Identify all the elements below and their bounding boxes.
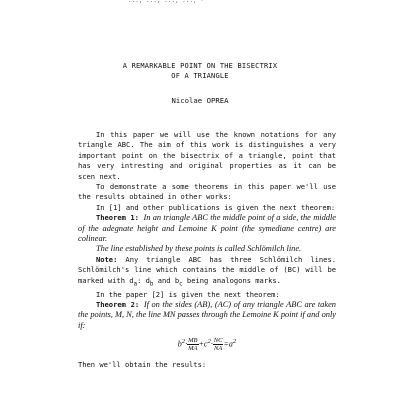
formula-rhs: =a <box>223 339 233 349</box>
note-subscript-b: b <box>149 281 154 288</box>
formula-exp-2: 2 <box>207 338 211 346</box>
theorem-2-formula <box>78 337 336 352</box>
formula-fraction-1 <box>187 337 198 352</box>
formula-exp-1: 2 <box>181 338 186 346</box>
formula-plus: +c <box>198 339 208 349</box>
theorem-1 <box>78 213 336 244</box>
note-subscript-a: a <box>133 281 138 288</box>
paper-body <box>78 130 336 371</box>
formula-f2-den: NA <box>213 345 223 353</box>
note-label: Note: <box>96 254 118 264</box>
cropped-header-fragment: ..., ..., ..., ..., · <box>128 0 204 4</box>
formula-dot: · <box>185 339 188 349</box>
paper-title-line-1: A REMARKABLE POINT ON THE BISECTRIX <box>122 62 278 70</box>
paper-reference-paragraph: In the paper [2] is given the next theorem: <box>96 289 280 299</box>
intro-paragraph: In this paper we will use the known notations for any triangle ABC. The aim of this work is distinguishes a very important point on the bisectrix of a triangle, point that has very intresting and original properties as it can be scen next. <box>78 130 336 181</box>
method-paragraph: To demonstrate a some theorems in this paper we'll use the results obtained in other works: <box>78 182 336 202</box>
schlomilch-line-definition: The line established by these points is called Schlömilch line. <box>96 244 302 254</box>
formula-f2-num: NC <box>213 337 223 345</box>
paper-title-line-2: OF A TRIANGLE <box>171 72 229 80</box>
theorem-2-text: If on the sides (AB), (AC) of any triangle ABC are taken the points, M, N, the line MN passes through the Lemoine K point if and only if: <box>78 299 336 330</box>
note-text-c: and b <box>153 275 180 285</box>
note-subscript-c: c <box>179 281 183 288</box>
formula-fraction-2 <box>210 337 224 353</box>
formula-b: b <box>177 339 182 349</box>
reference-paragraph: In [1] and other publications is given the next theorem: <box>96 202 336 212</box>
theorem-2 <box>78 300 336 331</box>
results-intro: Then we'll obtain the results: <box>78 360 207 370</box>
author-name: Nicolae OPREA <box>171 96 229 105</box>
theorem-1-label: Theorem 1: <box>96 213 139 223</box>
note-text-b: : d <box>137 275 150 285</box>
theorem-2-label: Theorem 2: <box>96 299 140 309</box>
formula-f1-num: MB <box>188 337 198 345</box>
formula-dot-2: · <box>210 339 213 349</box>
formula-f1-den: MA <box>188 345 198 353</box>
note-text-d: being analogons marks. <box>182 275 281 285</box>
note-paragraph <box>78 255 336 290</box>
note-text-a: Any triangle ABC has three Schlömilch lines. Schlömilch's line which contains the middle of (BC) will be marked with d <box>78 254 336 285</box>
theorem-1-text: In an triangle ABC the middle point of a side, the middle of the adegnate height and Lemoine K point (the symediane centre) are colinear. <box>78 213 336 244</box>
formula-exp-3: 2 <box>232 338 237 346</box>
